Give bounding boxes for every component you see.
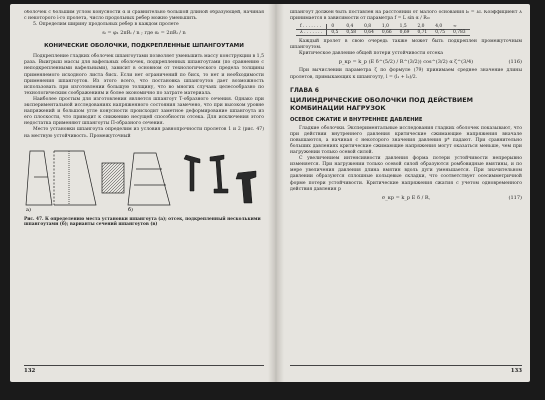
table-cell: 0,71 xyxy=(413,30,431,36)
left-page xyxy=(24,10,264,374)
paragraph-2: Наиболее простым для изготовления является шпангоут Т-образного сечения. Однако при экспериментальной исследованиях напряженного состояния замечено, что при высоком уровне напряжений и большом угле конусности происходит заметное деформирование шпангоута из его плоскости, что приводит к снижению несущей способности отсека. Для исключения этого недостатка применяют шпангоуты П-образного сечения. xyxy=(24,96,264,127)
table-cell: 0,69 xyxy=(396,30,414,36)
figure-caption: Рис. 47. К определению места установки шпангоута (а); отсек, подкрепленный несколькими шпангоутами (б); варианты сечений шпангоутов (в) xyxy=(24,216,261,228)
table-cell: 0,66 xyxy=(378,30,396,36)
chapter-title: ЦИЛИНДРИЧЕСКИЕ ОБОЛОЧКИ ПОД ДЕЙСТВИЕМ КОМБИНАЦИИ НАГРУЗОК xyxy=(290,95,473,112)
formula-116-body: p_кр = k_p (E δ^(5/2) / R^(3/2)) cos^(3/2) α ζ^(3/4) xyxy=(338,59,474,66)
table-cell: 1,0 xyxy=(378,24,396,30)
section-heading: ОСЕВОЕ СЖАТИЕ И ВНУТРЕННЕЕ ДАВЛЕНИЕ xyxy=(290,116,423,123)
paragraph-3: Место установки шпангоута определим из условия равнопрочности пролетов 1 и 2 (рис. 47) на местную устойчивость. Промежуточный xyxy=(24,127,264,139)
formula-117 xyxy=(290,194,522,203)
formula-ribs: sᵢ = φ₁ 2πRᵢ / n ; где αᵢ = 2πRᵢ / n xyxy=(102,30,186,37)
paragraph-top: оболочек с большим углом конусности α и сравнительно большой длиной образующей, начиная с некоторого i-го пролета, число продольных ребер можно уменьшить. xyxy=(24,10,264,22)
footer-rule xyxy=(24,365,264,366)
table-cell: 4,0 xyxy=(431,24,449,30)
paragraph-5: С увеличением интенсивности давления форма потери устойчивости непрерывно изменяется. При нагружении только осевой силой образуются ромбовидные вмятины, и по мере увеличения давления длина вмятин вдоль дуги уменьшается. При значительном давлении образуются сплошные кольцевые складки, что соответствует осесимметричной форме потери устойчивости. Критические напряжения сжатия с учетом одновременного действия давления p xyxy=(290,156,522,192)
table-cell: 0,783 xyxy=(449,30,470,36)
table-cell: 1,5 xyxy=(396,24,414,30)
table-row-label: f . . . . . . . xyxy=(296,24,327,30)
table-cell: 0,64 xyxy=(360,30,378,36)
table-cell: 0,4 xyxy=(342,24,360,30)
paragraph-top: шпангоут должен быть поставлен на расстоянии от малого основания l₀ = λl. Коэффициент λ принимается в зависимости от параметра f = L sin α / R₀: xyxy=(290,10,522,22)
lambda-table xyxy=(296,24,470,36)
paragraph-2: Критическое давление общей потери устойчивости отсека xyxy=(299,51,443,57)
paragraph-4: Гладкие оболочки. Экспериментальные исследования гладких оболочек показывают, что при действии внутреннего давления критические сжимающие напряжения вначале повышаются, а начиная с некоторого значения давления p* падают. При сравнительно больших давлениях критические сжимающие напряжения могут оказаться меньше, чем при нагружении только осевой силой. xyxy=(290,125,522,156)
formula-116 xyxy=(290,58,522,67)
figure-label-b: б) xyxy=(128,206,133,213)
chapter-label: ГЛАВА 6 xyxy=(290,86,319,94)
paragraph-3: При вычислении параметра ζ по формуле (79) принимаем среднее значение длины пролетов, примыкающих к шпангоуту, l = (l₁ + l₂)/2. xyxy=(290,68,522,80)
page-number-left: 132 xyxy=(24,368,36,374)
figure-label-a: а) xyxy=(26,206,31,213)
paragraph-1: Подкрепление гладких оболочек шпангоутами позволяет уменьшить массу конструкции в 1,5 раза. Выигрыш массы для вафельных оболочек, подкрепленных шпангоутами (по сравнению с неподкрепленными вафельными), зависит в основном от технологического предела толщины применяемого исходного листа δисх. Если нет ограничений по δисх, то нет и необходимости применения шпангоутов. Из этого всего, что постановка шпангоутов дает возможность использовать при изготовлении большую толщину, что во многих случаях целесообразно по технологическим соображениям и более экономично по затрате материала. xyxy=(24,54,264,96)
table-cell: 2,0 xyxy=(413,24,431,30)
figure-47-drawing xyxy=(24,143,264,213)
equation-number-117: (117) xyxy=(508,194,522,201)
footer-rule xyxy=(290,365,522,366)
table-cell: 0,5 xyxy=(327,30,342,36)
section-heading: КОНИЧЕСКИЕ ОБОЛОЧКИ, ПОДКРЕПЛЕННЫЕ ШПАНГОУТАМИ xyxy=(44,43,244,50)
equation-number-116: (116) xyxy=(508,59,522,66)
right-page xyxy=(290,10,522,374)
table-cell: 0 xyxy=(327,24,342,30)
table-cell: 0,75 xyxy=(431,30,449,36)
table-cell: 0,8 xyxy=(360,24,378,30)
item-5: 5. Определим ширину продольных ребер в каждом пролете xyxy=(33,22,179,28)
table-row-label: λ . . . . . . . xyxy=(296,30,327,36)
table-cell: 0,58 xyxy=(342,30,360,36)
book-gutter xyxy=(268,4,284,382)
book-spread xyxy=(10,4,530,382)
page-number-right: 133 xyxy=(510,368,522,374)
paragraph-1: Каждый пролет в свою очередь также может быть подкреплен промежуточным шпангоутом. xyxy=(290,39,522,51)
formula-117-body: σ_кр = k_p E δ / R, xyxy=(381,194,431,201)
table-row xyxy=(296,30,470,36)
figure-47 xyxy=(24,143,264,213)
table-cell: ∞ xyxy=(449,24,470,30)
